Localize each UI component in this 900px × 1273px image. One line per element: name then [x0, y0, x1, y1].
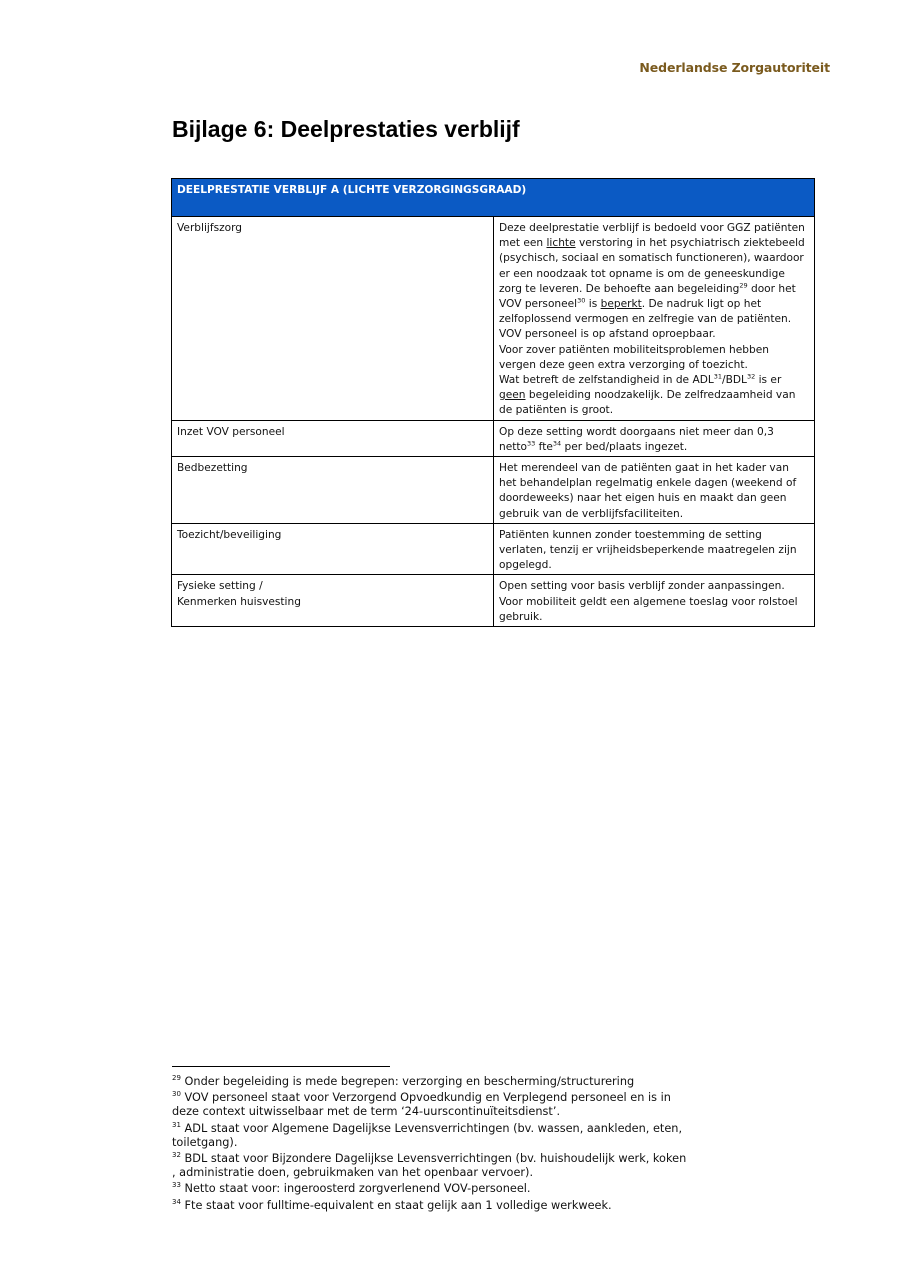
footnote: $^{31}$ ADL staat voor Algemene Dagelijkse Levensverrichtingen (bv. wassen, aankleden, eten, toiletgang). [172, 1120, 683, 1149]
row-label-inzet: Inzet VOV personeel [172, 420, 494, 456]
table-row [172, 523, 815, 575]
footnote: $^{34}$ Fte staat voor fulltime-equivalent en staat gelijk aan 1 volledige werkweek. [172, 1197, 612, 1212]
footnote-ref: 31 [713, 372, 723, 381]
table-row [172, 575, 815, 627]
verblijfszorg-paragraph-2: Voor zover patiënten mobiliteitsproblemen hebben vergen deze geen extra verzorging of toezicht. [499, 343, 769, 371]
footnote-ref: 34 [552, 439, 562, 448]
row-text-verblijfszorg [494, 217, 815, 421]
table-row [172, 420, 815, 456]
footnote-ref: 29 [739, 281, 748, 290]
footnotes [172, 1066, 692, 1215]
table-row [172, 457, 815, 524]
footnote: $^{32}$ BDL staat voor Bijzondere Dagelijkse Levensverrichtingen (bv. huishoudelijk werk, koken , administratie doen, gebruikmaken van het openbaar vervoer). [172, 1151, 687, 1180]
row-label-fysiek: Fysieke setting / Kenmerken huisvesting [172, 575, 494, 627]
footnote: $^{30}$ VOV personeel staat voor Verzorgend Opvoedkundig en Verplegend personeel en is in deze context uitwisselbaar met de term ‘24-uurscontinuïteitsdienst’. [172, 1090, 671, 1119]
verblijfszorg-paragraph-1: Deze deelprestatie verblijf is bedoeld voor GGZ patiënten met een lichte verstoring in het psychiatrisch ziektebeeld (psychisch, sociaal en somatisch functioneren), waardoor er een noodzaak tot opname is om de geneeskundige zorg te leveren. De behoefte aan begeleiding$^{29}$ door het VOV personeel$^{30}$ is beperkt. De nadruk ligt op het zelfoplossend vermogen en zelfregie van de patiënten. VOV personeel is op afstand oproepbaar. [499, 222, 805, 341]
row-text-inzet: Op deze setting wordt doorgaans niet meer dan 0,3 netto$^{33}$ fte$^{34}$ per bed/plaats ingezet. [494, 420, 815, 456]
deelprestatie-table [171, 178, 815, 627]
footnote-ref: 30 [577, 296, 586, 305]
page-title: Bijlage 6: Deelprestaties verblijf [172, 116, 520, 142]
row-label-toezicht: Toezicht/beveiliging [172, 523, 494, 575]
row-text-bedbezetting: Het merendeel van de patiënten gaat in het kader van het behandelplan regelmatig enkele dagen (weekend of doordeweeks) naar het eigen huis en maakt dan geen gebruik van de verblijfsfaciliteiten. [494, 457, 815, 524]
table-heading-row [172, 179, 815, 217]
table-heading: DEELPRESTATIE VERBLIJF A (LICHTE VERZORGINGSGRAAD) [172, 179, 815, 217]
footnote: $^{33}$ Netto staat voor: ingeroosterd zorgverlenend VOV-personeel. [172, 1181, 531, 1196]
footnote-divider [172, 1066, 390, 1067]
row-label-bedbezetting: Bedbezetting [172, 457, 494, 524]
footnote-ref: 33 [527, 439, 536, 448]
footnote: $^{29}$ Onder begeleiding is mede begrepen: verzorging en bescherming/structurering [172, 1074, 635, 1088]
row-text-fysiek: Open setting voor basis verblijf zonder aanpassingen. Voor mobiliteit geldt een algemene toeslag voor rolstoel gebruik. [494, 575, 815, 627]
organisation-name: Nederlandse Zorgautoriteit [639, 60, 830, 75]
footnote-ref: 32 [746, 372, 756, 381]
row-text-toezicht: Patiënten kunnen zonder toestemming de setting verlaten, tenzij er vrijheidsbeperkende maatregelen zijn opgelegd. [494, 523, 815, 575]
verblijfszorg-paragraph-3: Wat betreft de zelfstandigheid in de ADL$^{31}$/BDL$^{32}$ is er geen begeleiding noodzakelijk. De zelfredzaamheid van de patiënten is groot. [499, 372, 796, 417]
row-label-verblijfszorg: Verblijfszorg [172, 217, 494, 421]
table-row [172, 217, 815, 421]
